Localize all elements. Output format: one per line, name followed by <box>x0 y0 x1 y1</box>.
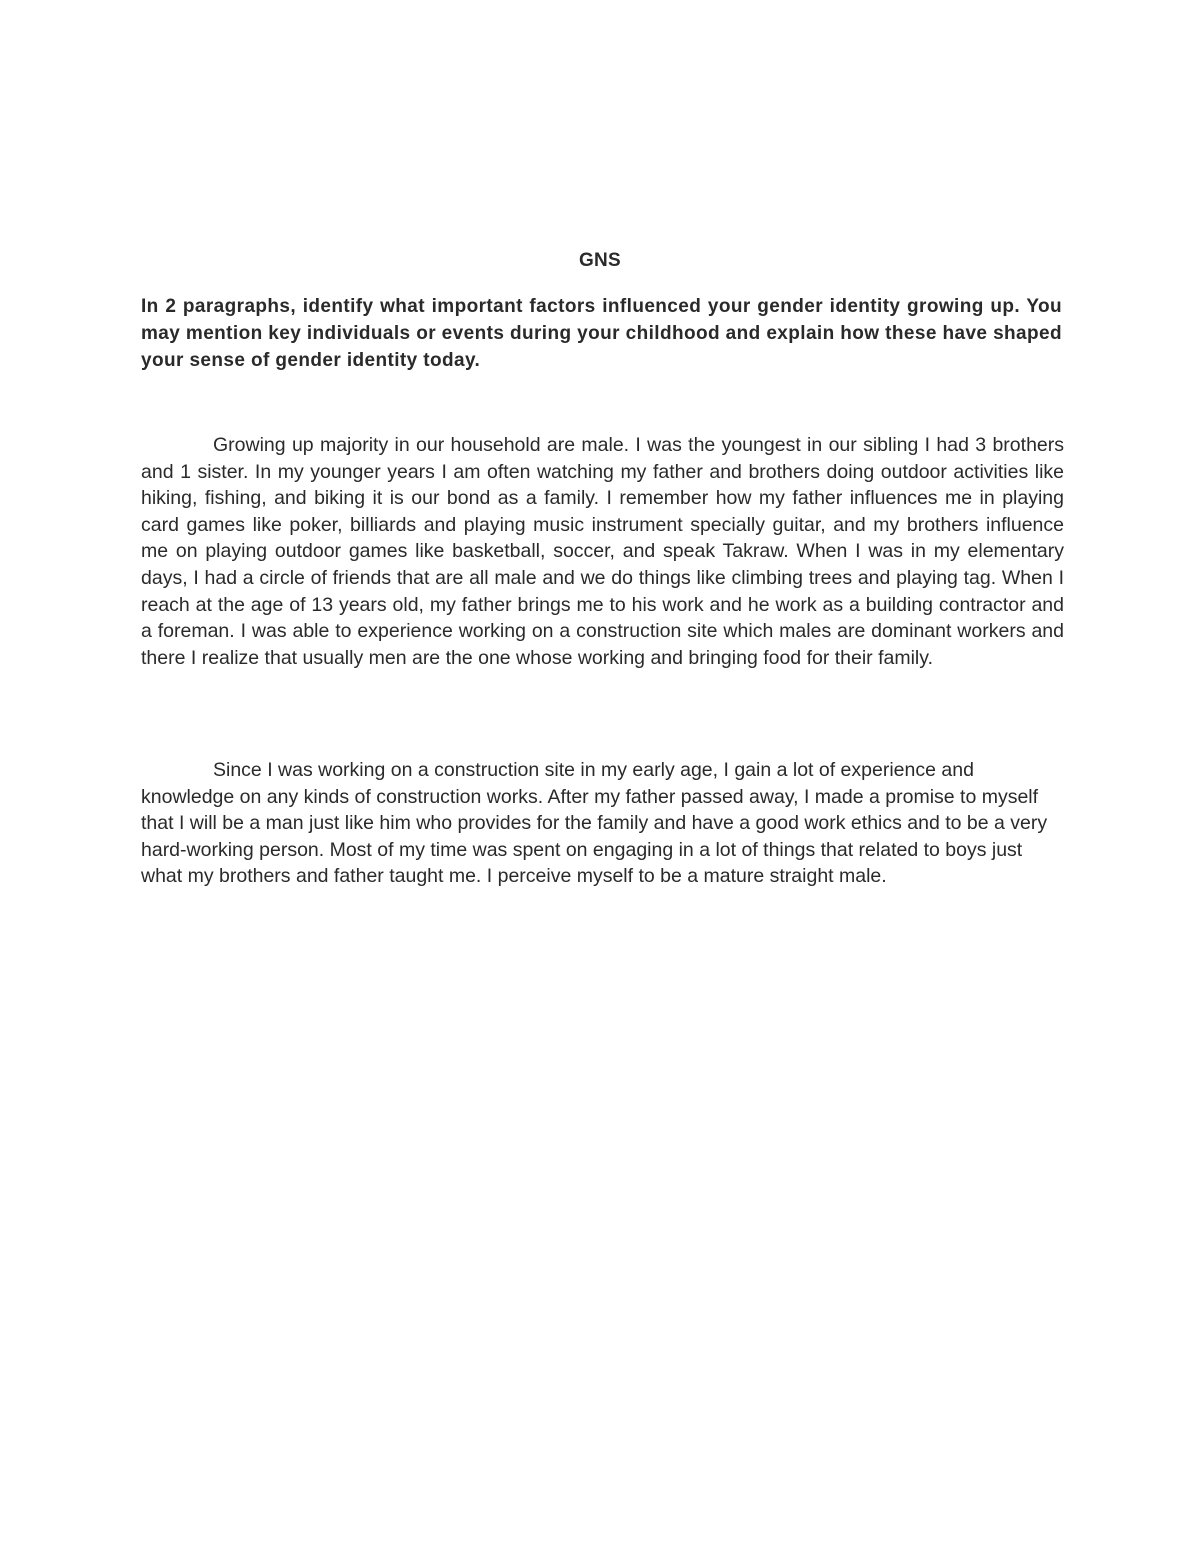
essay-prompt: In 2 paragraphs, identify what important factors influenced your gender identity growing up. You may mention key individuals or events during your childhood and explain how these have shaped your sense of gender identity today. <box>141 296 1062 371</box>
document-title: GNS <box>578 250 622 271</box>
essay-paragraph-1: Growing up majority in our household are male. I was the youngest in our sibling I had 3 brothers and 1 sister. In my younger years I am often watching my father and brothers doing outdoor activities like hiking, fishing, and biking it is our bond as a family. I remember how my father influences me in playing card games like poker, billiards and playing music instrument specially guitar, and my brothers influence me on playing outdoor games like basketball, soccer, and speak Takraw. When I was in my elementary days, I had a circle of friends that are all male and we do things like climbing trees and playing tag. When I reach at the age of 13 years old, my father brings me to his work and he work as a building contractor and a foreman. I was able to experience working on a construction site which males are dominant workers and there I realize that usually men are the one whose working and bringing food for their family. <box>141 434 1064 669</box>
essay-paragraph-2: Since I was working on a construction site in my early age, I gain a lot of experience and knowledge on any kinds of construction works. After my father passed away, I made a promise to myself that I will be a man just like him who provides for the family and have a good work ethics and to be a very hard-working person. Most of my time was spent on engaging in a lot of things that related to boys just what my brothers and father taught me. I perceive myself to be a mature straight male. <box>141 759 1048 888</box>
